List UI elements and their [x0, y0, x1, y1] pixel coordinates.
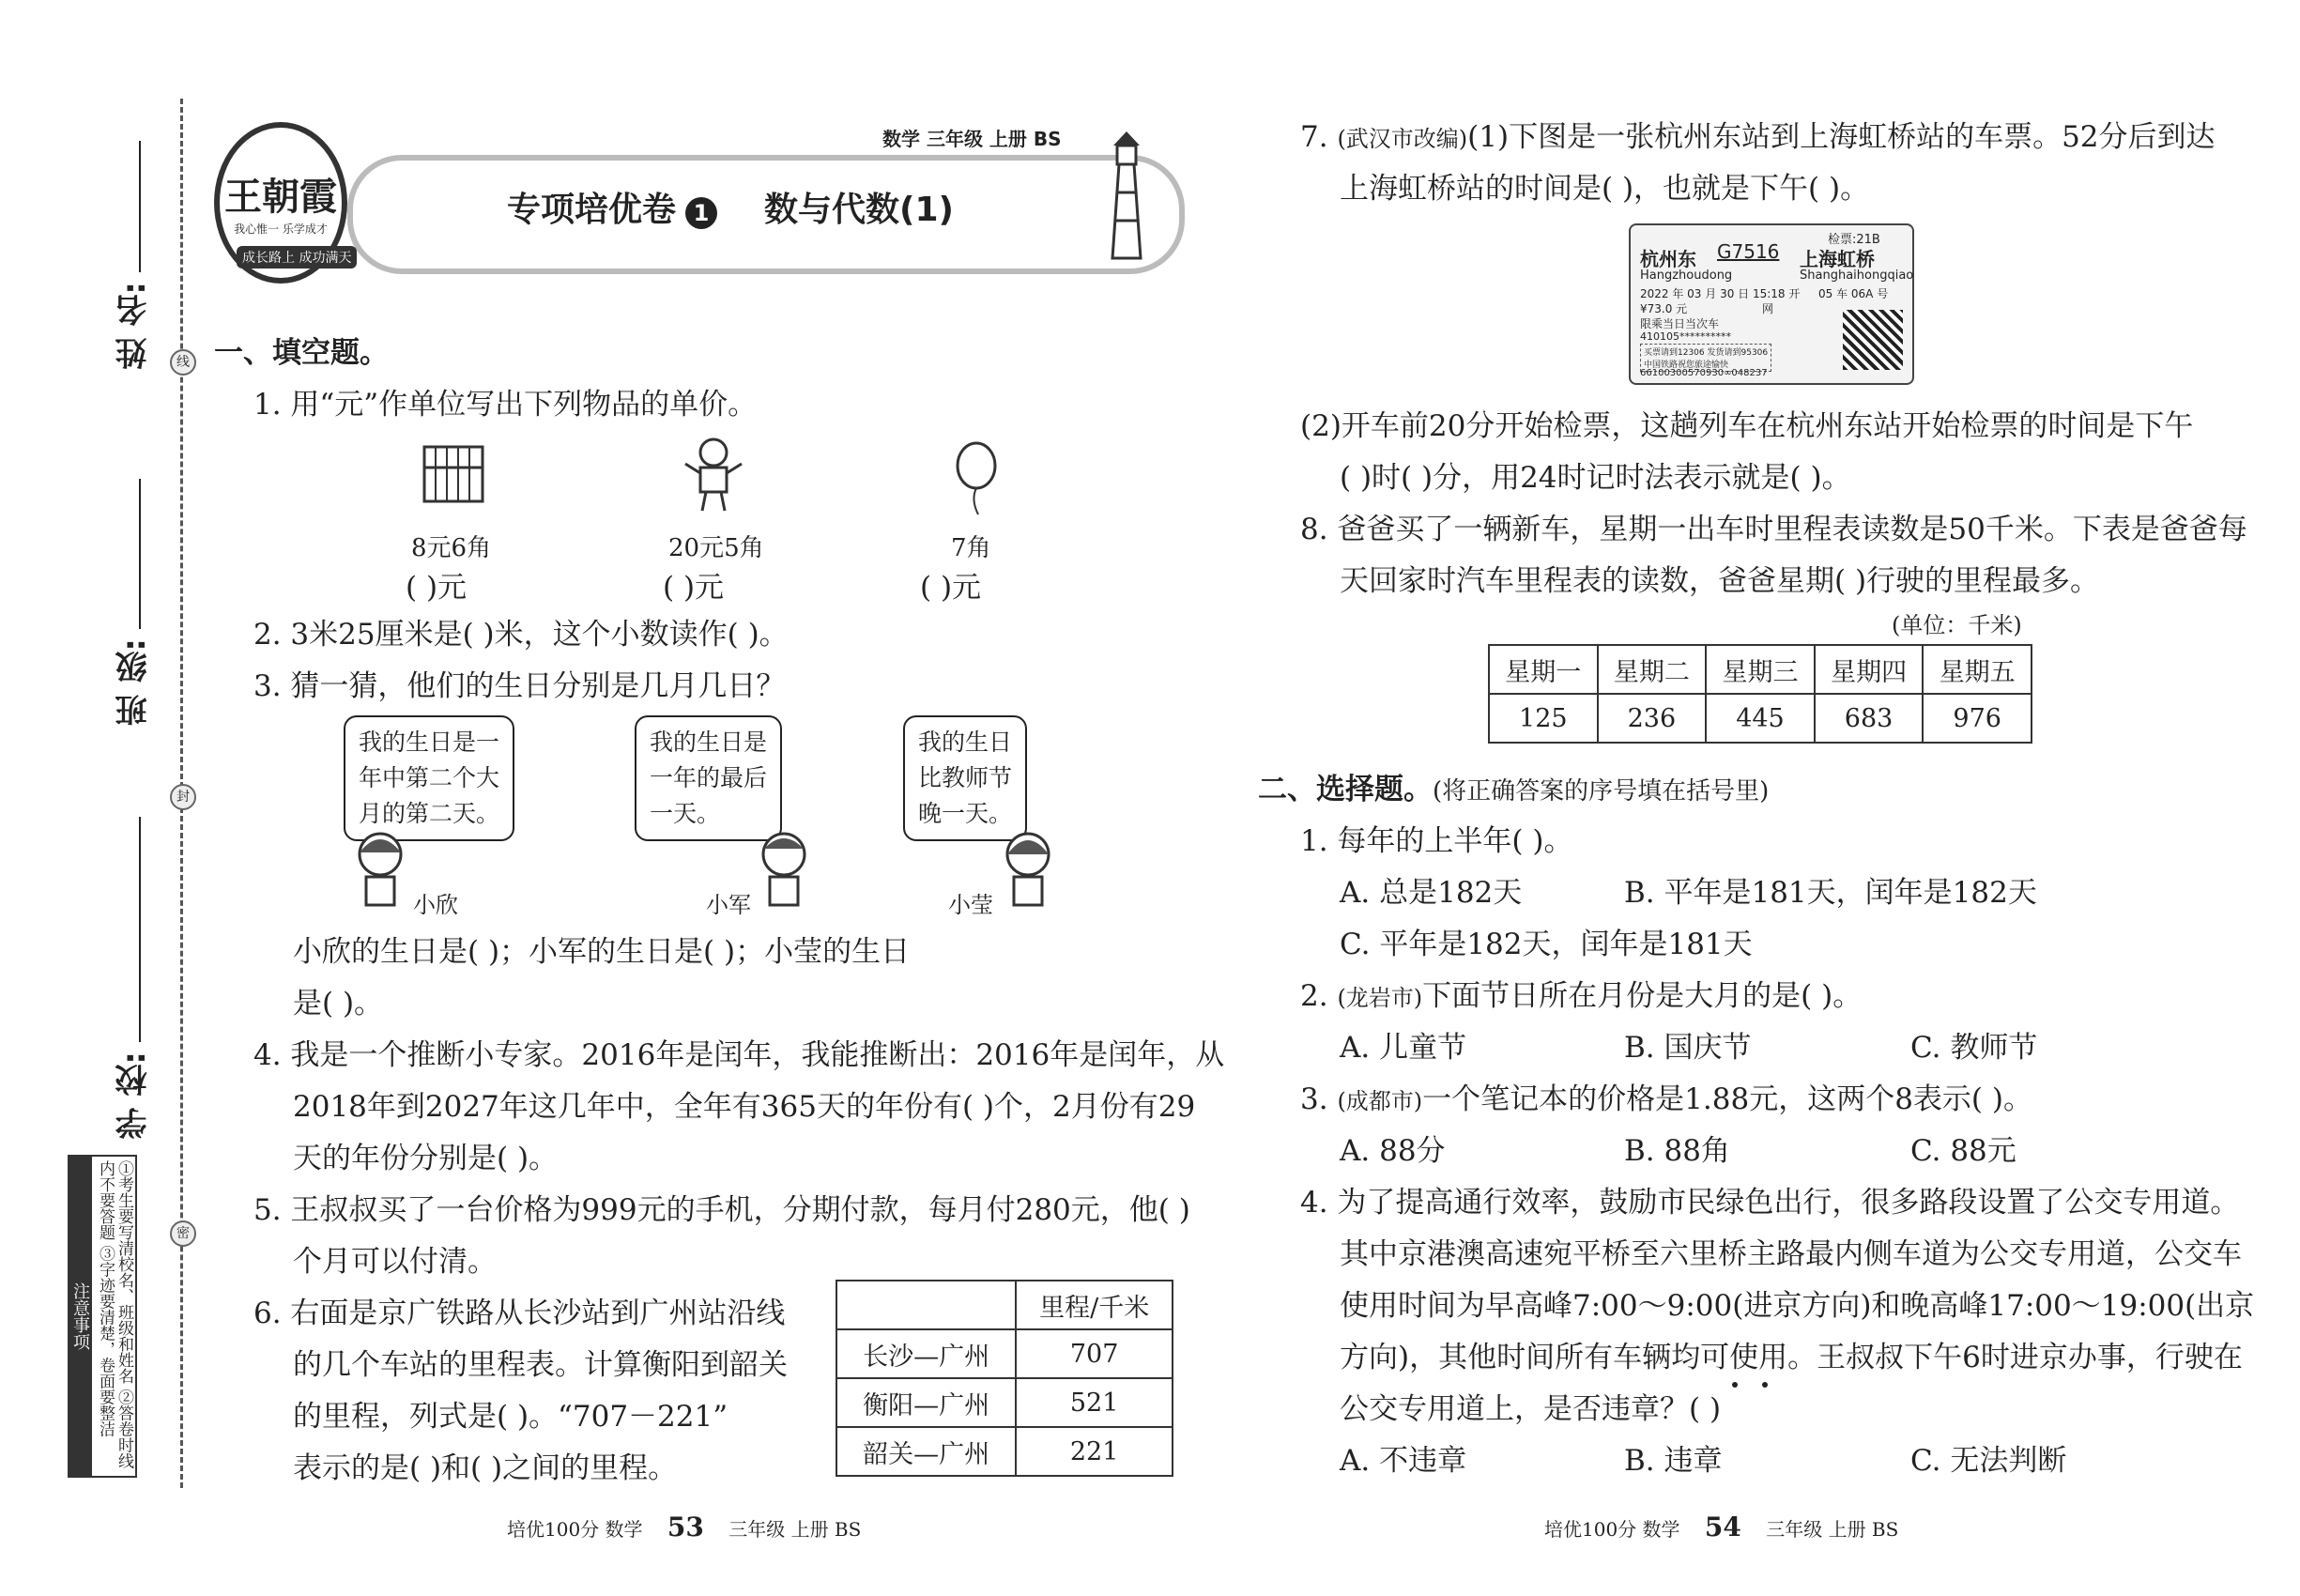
bubble1-line1: 我的生日是一	[359, 729, 500, 756]
bubble3-line2: 比教师节	[918, 764, 1013, 791]
section2-title: 二、选择题。	[1258, 773, 1433, 806]
c1-text: 1. 每年的上半年( )。	[1300, 824, 1573, 858]
table-cell: 221	[1016, 1427, 1173, 1476]
q7-text: (1)下图是一张杭州东站到上海虹桥站的车票。52分后到达	[1467, 120, 2216, 154]
logo-tag: 成长路上 成功满天	[237, 246, 357, 269]
table-cell: 韶关—广州	[836, 1427, 1016, 1476]
name-xiaojun: 小军	[706, 892, 751, 918]
q4-line2: 2018年到2027年这几年中，全年有365天的年份有( )个，2月份有29	[293, 1090, 1196, 1124]
girl-xiaoxin-icon	[347, 826, 413, 911]
q3-text: 3. 猜一猜，他们的生日分别是几月几日？	[253, 669, 786, 703]
c3-text: 一个笔记本的价格是1.88元，这两个8表示( )。	[1422, 1082, 2032, 1116]
q7-line2: 上海虹桥站的时间是( )，也就是下午( )。	[1340, 172, 1870, 206]
table-cell: 236	[1598, 694, 1707, 743]
q6-line3: 的里程，列式是( )。“707－221”	[293, 1400, 728, 1434]
bubble1-line2: 年中第二个大	[359, 764, 500, 791]
table-row	[836, 1329, 1173, 1378]
ticket-to-pinyin: Shanghaihongqiao	[1800, 269, 1914, 283]
q8-line2: 天回家时汽车里程表的读数，爸爸星期( )行驶的里程最多。	[1340, 564, 2100, 598]
table-cell: 683	[1815, 694, 1924, 743]
footer-right-grade: 三年级 上册 BS	[1766, 1518, 1899, 1541]
footer-left-grade: 三年级 上册 BS	[728, 1518, 862, 1541]
name-xiaoxin: 小欣	[413, 892, 458, 918]
logo-text: 王朝霞	[224, 175, 337, 219]
bubble2-line2: 一年的最后	[650, 764, 768, 791]
subject-line: 数学 三年级 上册 BS	[882, 128, 1062, 150]
girl-xiaoying-icon	[995, 826, 1061, 911]
q4-line3: 天的年份分别是( )。	[293, 1142, 559, 1175]
class-field[interactable]	[139, 479, 141, 629]
table-row	[836, 1427, 1173, 1476]
table-header: 里程/千米	[1016, 1281, 1173, 1329]
ticket-notice-line2: 中国铁路祝您旅途愉快	[1644, 361, 1729, 370]
speech-bubble-xiaoxin	[344, 715, 514, 841]
train-ticket	[1629, 223, 1914, 385]
table-header: 星期五	[1923, 645, 2032, 694]
page-number-left: 53	[667, 1512, 704, 1542]
c4-line2: 其中京港澳高速宛平桥至六里桥主路最内侧车道为公交专用道，公交车	[1340, 1237, 2242, 1271]
section2-heading	[1258, 765, 1769, 816]
footer-left	[507, 1512, 861, 1542]
q6-line2: 的几个车站的里程表。计算衡阳到韶关	[293, 1348, 788, 1382]
c4-line4: 方向)，其他时间所有车辆均可使用。王叔叔下午6时进京办事，行驶在	[1340, 1341, 2243, 1374]
c2-text: 下面节日所在月份是大月的是( )。	[1422, 979, 1863, 1013]
robot-toy-icon	[676, 432, 751, 516]
ticket-price: ¥73.0 元	[1640, 302, 1688, 315]
section1-heading: 一、填空题。	[214, 336, 389, 370]
table-header: 星期一	[1489, 645, 1598, 694]
table-header: 星期三	[1706, 645, 1815, 694]
footer-right-book: 培优100分 数学	[1544, 1518, 1680, 1541]
title-number: 1	[685, 197, 717, 229]
school-field[interactable]	[139, 817, 141, 1042]
item2-price: 20元5角	[668, 534, 764, 562]
bubble2-line1: 我的生日是	[650, 729, 768, 756]
q7-line3: (2)开车前20分开始检票，这趟列车在杭州东站开始检票的时间是下午	[1300, 409, 2194, 443]
bubble2-line3: 一天。	[650, 800, 721, 827]
q3-answer-line2: 是( )。	[293, 987, 384, 1021]
cut-mark-dense: 密	[170, 1220, 196, 1247]
item1-blank[interactable]: ( )元	[406, 571, 468, 605]
c2-option-b[interactable]: B. 国庆节	[1624, 1031, 1752, 1065]
c4-option-c[interactable]: C. 无法判断	[1910, 1444, 2067, 1478]
table-cell	[836, 1281, 1016, 1329]
notes-text: ①考生要写清校名、班级和姓名 ②答卷时线内不要答题 ③字迹要清楚，卷面要整洁	[96, 1160, 133, 1469]
c4-option-a[interactable]: A. 不违章	[1340, 1444, 1467, 1478]
table-cell: 125	[1489, 694, 1598, 743]
q7-line1: 7. (武汉市改编)(1)下图是一张杭州东站到上海虹桥站的车票。52分后到达	[1300, 120, 2216, 154]
c3-option-a[interactable]: A. 88分	[1340, 1134, 1446, 1168]
table-header-row	[1489, 645, 2032, 694]
page-title	[507, 183, 954, 231]
table-row	[836, 1378, 1173, 1427]
ticket-train: G7516	[1717, 240, 1780, 263]
speech-bubble-xiaoying	[903, 715, 1027, 841]
c3-source: (成都市)	[1337, 1088, 1423, 1114]
table-header: 星期二	[1598, 645, 1707, 694]
table-header: 星期四	[1815, 645, 1924, 694]
ticket-serial: 66100300570930∞048237	[1640, 368, 1768, 378]
bubble3-line1: 我的生日	[918, 729, 1013, 756]
q6-line4: 表示的是( )和( )之间的里程。	[293, 1451, 678, 1485]
boy-xiaojun-icon	[751, 826, 817, 911]
c1-option-a[interactable]: A. 总是182天	[1340, 876, 1523, 910]
q2-text: 2. 3米25厘米是( )米，这个小数读作( )。	[253, 618, 789, 652]
item3-price: 7角	[951, 534, 991, 562]
qr-code-icon	[1843, 310, 1903, 370]
c3-option-b[interactable]: B. 88角	[1624, 1134, 1730, 1168]
c2-option-a[interactable]: A. 儿童节	[1340, 1031, 1467, 1065]
q5-line1: 5. 王叔叔买了一台价格为999元的手机，分期付款，每月付280元，他( )	[253, 1193, 1190, 1227]
item2-blank[interactable]: ( )元	[663, 571, 725, 605]
ticket-to: 上海虹桥	[1800, 248, 1875, 270]
balloon-icon	[948, 441, 1004, 516]
c1-option-b[interactable]: B. 平年是181天，闰年是182天	[1624, 876, 2037, 910]
class-label: 班 级:	[115, 638, 153, 727]
notes-head: 注意事项	[69, 1157, 92, 1476]
section2-note: (将正确答案的序号填在括号里)	[1433, 777, 1770, 806]
q3-answer-line1: 小欣的生日是( )；小军的生日是( )；小莹的生日	[293, 935, 911, 969]
table-row	[1489, 694, 2032, 743]
emphasis-dot	[1762, 1382, 1768, 1388]
c3-line: 3. (成都市)一个笔记本的价格是1.88元，这两个8表示( )。	[1300, 1082, 2032, 1116]
q7-line4: ( )时( )分，用24时记时法表示就是( )。	[1340, 461, 1851, 495]
c2-source: (龙岩市)	[1337, 985, 1423, 1011]
c2-line: 2. (龙岩市)下面节日所在月份是大月的是( )。	[1300, 979, 1863, 1013]
ticket-id: 410105**********	[1640, 330, 1731, 343]
q7-source: (武汉市改编)	[1337, 126, 1468, 152]
footer-right	[1544, 1512, 1898, 1542]
speech-bubble-xiaojun	[635, 715, 782, 841]
q8-line1: 8. 爸爸买了一辆新车，星期一出车时里程表读数是50千米。下表是爸爸每	[1300, 513, 2247, 546]
c4-option-b[interactable]: B. 违章	[1624, 1444, 1723, 1478]
table-cell: 衡阳—广州	[836, 1378, 1016, 1427]
c2-option-c[interactable]: C. 教师节	[1910, 1031, 2038, 1065]
c4-line5: 公交专用道上，是否违章？( )	[1340, 1392, 1722, 1426]
ticket-notice-line1: 买票请到12306 发货请到95306	[1644, 348, 1769, 358]
table-unit: (单位：千米)	[1892, 612, 2022, 638]
c1-option-c[interactable]: C. 平年是182天，闰年是181天	[1340, 928, 1753, 961]
ticket-date: 2022 年 03 月 30 日 15:18 开	[1640, 287, 1801, 300]
table-header-row	[836, 1281, 1173, 1329]
name-xiaoying: 小莹	[948, 892, 993, 918]
ticket-check: 检票:21B	[1828, 233, 1880, 247]
logo-sub: 我心惟一 乐学成才	[234, 223, 328, 236]
distance-table	[836, 1280, 1173, 1477]
table-cell: 707	[1016, 1329, 1173, 1378]
notes-box	[68, 1155, 137, 1478]
c3-option-c[interactable]: C. 88元	[1910, 1134, 2016, 1168]
q5-line2: 个月可以付清。	[293, 1245, 497, 1279]
bubble3-line3: 晚一天。	[918, 800, 1013, 827]
school-label: 学 校:	[115, 1051, 153, 1140]
q1-text: 1. 用“元”作单位写出下列物品的单价。	[253, 388, 758, 422]
table-cell: 976	[1923, 694, 2032, 743]
q4-line1: 4. 我是一个推断小专家。2016年是闰年，我能推断出：2016年是闰年，从	[253, 1038, 1225, 1072]
c4-line3: 使用时间为早高峰7:00～9:00(进京方向)和晚高峰17:00～19:00(出京	[1340, 1289, 2255, 1323]
item3-blank[interactable]: ( )元	[920, 571, 982, 605]
table-cell: 445	[1706, 694, 1815, 743]
item1-price: 8元6角	[411, 534, 492, 562]
odometer-table	[1488, 644, 2032, 744]
lighthouse-icon	[1089, 127, 1164, 268]
q6-line1: 6. 右面是京广铁路从长沙站到广州站沿线	[253, 1297, 786, 1330]
ticket-seat: 05 车 06A 号	[1818, 287, 1889, 300]
title-prefix: 专项培优卷	[507, 191, 677, 229]
name-field[interactable]	[139, 141, 141, 272]
footer-left-book: 培优100分 数学	[507, 1518, 643, 1541]
cut-mark-seal: 封	[170, 784, 196, 810]
name-label: 姓 名:	[115, 282, 153, 370]
c4-line1: 4. 为了提高通行效率，鼓励市民绿色出行，很多路段设置了公交专用道。	[1300, 1186, 2240, 1220]
abacus-icon	[421, 441, 486, 507]
bubble1-line3: 月的第二天。	[359, 800, 500, 827]
title-main: 数与代数(1)	[764, 191, 954, 229]
table-cell: 521	[1016, 1378, 1173, 1427]
table-cell: 长沙—广州	[836, 1329, 1016, 1378]
emphasis-dot	[1732, 1382, 1738, 1388]
cut-mark-line: 线	[170, 349, 196, 376]
page-number-right: 54	[1704, 1512, 1741, 1542]
ticket-from-pinyin: Hangzhoudong	[1640, 269, 1733, 283]
ticket-from: 杭州东	[1640, 248, 1696, 270]
ticket-limit: 限乘当日当次车	[1640, 317, 1720, 330]
ticket-class: 网	[1762, 302, 1774, 315]
